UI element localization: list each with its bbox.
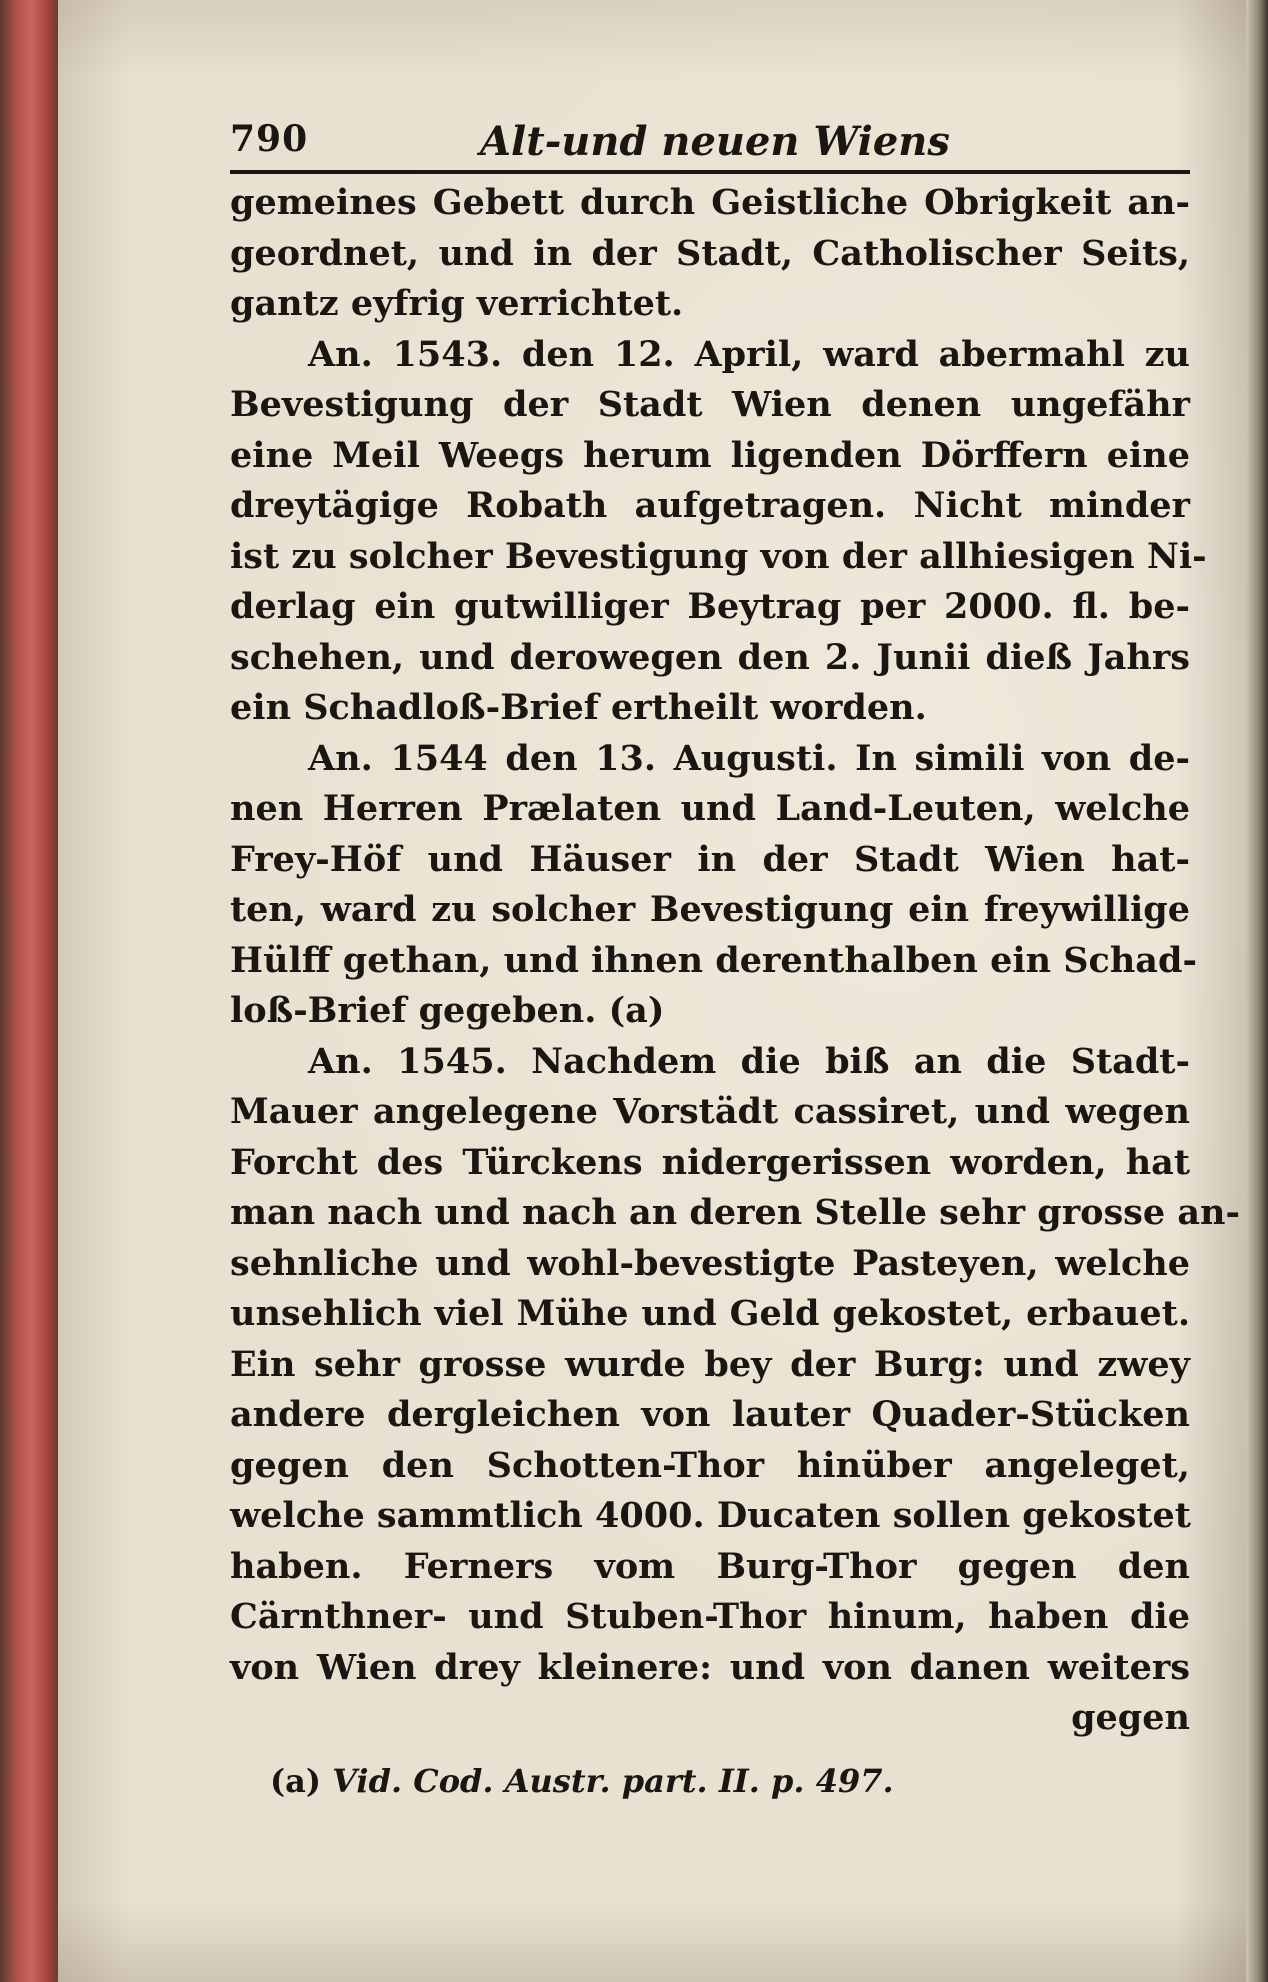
text-line: schehen, und derowegen den 2. Junii dieß Jahrs	[230, 636, 1190, 678]
text-line: ist zu solcher Bevestigung von der allhiesigen Ni-	[230, 535, 1207, 577]
text-line: unsehlich viel Mühe und Geld gekostet, erbauet.	[230, 1293, 1190, 1334]
text-line: eine Meil Weegs herum ligenden Dörffern eine	[230, 434, 1190, 476]
book-edge-red	[0, 0, 58, 1982]
running-title: Alt-und neuen Wiens	[480, 118, 950, 165]
catchword: gegen	[1071, 1697, 1190, 1738]
text-line: man nach und nach an deren Stelle sehr grosse an-	[230, 1192, 1240, 1233]
text-line: Bevestigung der Stadt Wien denen ungefähr	[230, 384, 1190, 425]
text-line: ten, ward zu solcher Bevestigung ein freywillige	[230, 889, 1190, 930]
footnote-marker: (a)	[270, 1761, 322, 1800]
footnote	[230, 1762, 1190, 1800]
text-line: gemeines Gebett durch Geistliche Obrigkeit an-	[230, 182, 1190, 223]
text-line: ein Schadloß-Brief ertheilt worden.	[230, 687, 927, 728]
text-line: An. 1545. Nachdem die biß an die Stadt-	[308, 1040, 1190, 1082]
page-right-edge	[1246, 0, 1268, 1982]
text-line: An. 1544 den 13. Augusti. In simili von de-	[308, 737, 1190, 779]
text-line: loß-Brief gegeben. (a)	[230, 990, 665, 1031]
page-header	[230, 100, 1190, 170]
text-line: Forcht des Türckens nidergerissen worden, hat	[230, 1141, 1190, 1183]
footnote-text: Vid. Cod. Austr. part. II. p. 497.	[332, 1761, 894, 1800]
text-line: sehnliche und wohl-bevestigte Pasteyen, welche	[230, 1242, 1190, 1284]
text-line: Cärnthner- und Stuben-Thor hinum, haben die	[230, 1596, 1190, 1637]
text-line: geordnet, und in der Stadt, Catholischer Seits,	[230, 232, 1190, 274]
body-text	[230, 178, 1240, 1744]
text-line: Mauer angelegene Vorstädt cassiret, und wegen	[230, 1091, 1190, 1132]
text-line: Frey-Höf und Häuser in der Stadt Wien hat-	[230, 838, 1190, 880]
text-line: gegen den Schotten-Thor hinüber angeleget,	[230, 1444, 1190, 1486]
page-number: 790	[230, 118, 309, 160]
text-line: dreytägige Robath aufgetragen. Nicht minder	[230, 485, 1190, 526]
text-line: gantz eyfrig verrichtet.	[230, 283, 684, 324]
page-content	[230, 100, 1240, 1800]
text-line: Hülff gethan, und ihnen derenthalben ein Schad-	[230, 939, 1197, 981]
header-rule	[230, 170, 1190, 174]
text-line: An. 1543. den 12. April, ward abermahl zu	[308, 333, 1190, 375]
text-line: von Wien drey kleinere: und von danen weiters	[230, 1646, 1190, 1688]
text-line: welche sammtlich 4000. Ducaten sollen gekostet	[230, 1495, 1191, 1536]
text-line: derlag ein gutwilliger Beytrag per 2000. fl. be-	[230, 586, 1190, 627]
text-line: haben. Ferners vom Burg-Thor gegen den	[230, 1545, 1190, 1587]
text-line: andere dergleichen von lauter Quader-Stücken	[230, 1394, 1190, 1435]
text-line: Ein sehr grosse wurde bey der Burg: und zwey	[230, 1343, 1190, 1385]
text-line: nen Herren Prælaten und Land-Leuten, welche	[230, 788, 1190, 829]
